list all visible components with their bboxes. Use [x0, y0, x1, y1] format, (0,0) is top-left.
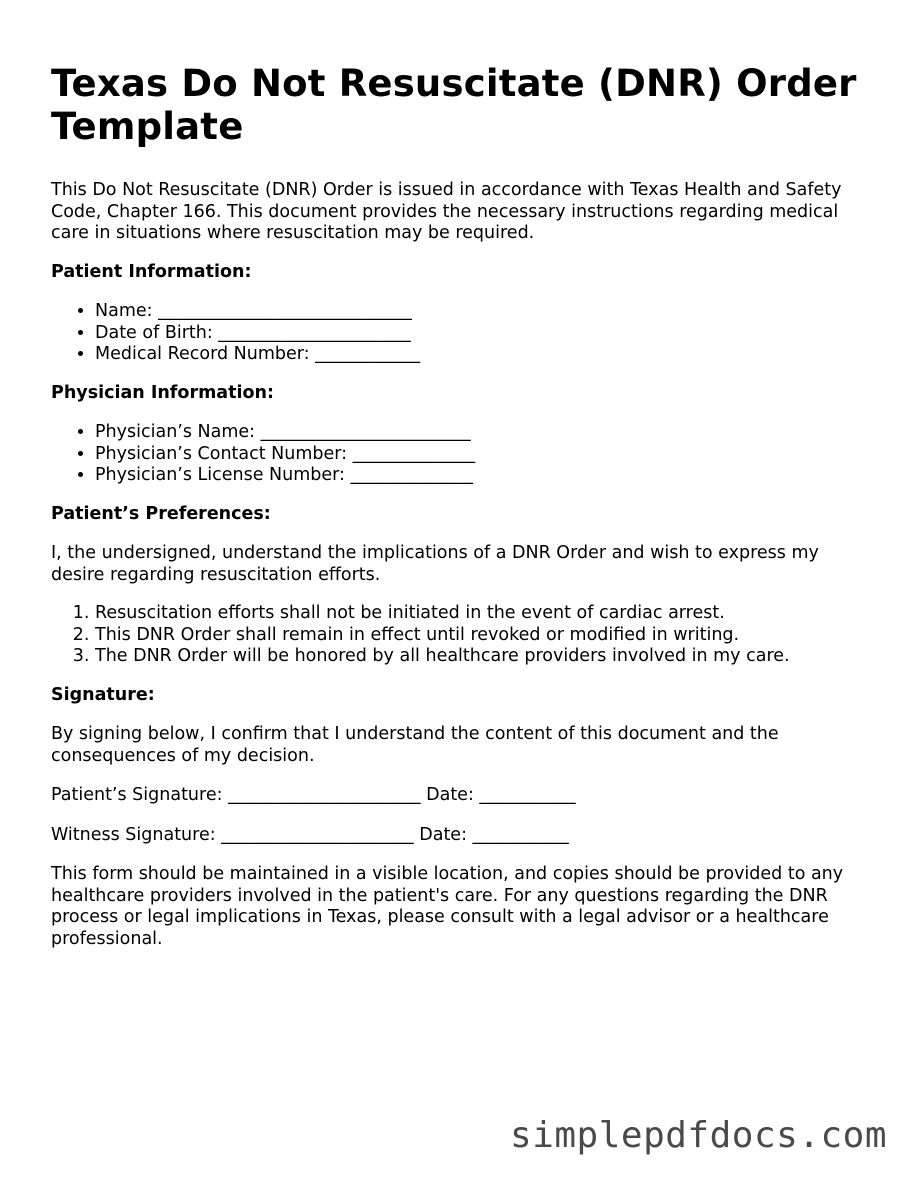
document-page	[51, 62, 871, 950]
document-title: Texas Do Not Resuscitate (DNR) Order Template	[51, 62, 857, 148]
patient-mrn-field: • Medical Record Number: ____________	[95, 344, 871, 366]
patient-dob-field: • Date of Birth: ______________________	[95, 323, 871, 345]
signature-statement: By signing below, I confirm that I understand the content of this document and the consequences of my decision.	[51, 724, 779, 766]
physician-name-field: • Physician’s Name: ________________________	[95, 422, 871, 444]
closing-paragraph: This form should be maintained in a visible location, and copies should be provided to any healthcare providers involved in the patient's care. For any questions regarding the DNR process or legal implications in Texas, please consult with a legal advisor or a healthcare professional.	[51, 864, 844, 949]
patient-signature-line: Patient’s Signature: ______________________ Date: ___________	[51, 785, 576, 805]
signature-heading: Signature:	[51, 684, 155, 705]
witness-signature-line: Witness Signature: ______________________ Date: ___________	[51, 824, 569, 845]
preferences-list	[51, 603, 871, 668]
patient-name-field: • Name: _____________________________	[95, 301, 871, 323]
watermark-text: simplepdfdocs.com	[510, 1115, 887, 1156]
patient-info-heading: Patient Information:	[51, 261, 252, 282]
preferences-statement: I, the undersigned, understand the implications of a DNR Order and wish to express my desire regarding resuscitation efforts.	[51, 543, 819, 585]
intro-paragraph: This Do Not Resuscitate (DNR) Order is issued in accordance with Texas Health and Safety Code, Chapter 166. This document provides the necessary instructions regarding medical care in situations where resuscitation may be required.	[51, 180, 842, 243]
preferences-heading: Patient’s Preferences:	[51, 503, 271, 524]
patient-info-list	[51, 301, 871, 366]
physician-license-field: • Physician’s License Number: ______________	[95, 465, 871, 487]
physician-info-heading: Physician Information:	[51, 382, 274, 403]
preference-item: 2. This DNR Order shall remain in effect until revoked or modified in writing.	[95, 625, 871, 647]
physician-info-list	[51, 422, 871, 487]
physician-contact-field: • Physician’s Contact Number: ______________	[95, 444, 871, 466]
preference-item: 3. The DNR Order will be honored by all healthcare providers involved in my care.	[95, 646, 871, 668]
preference-item: 1. Resuscitation efforts shall not be initiated in the event of cardiac arrest.	[95, 603, 871, 625]
